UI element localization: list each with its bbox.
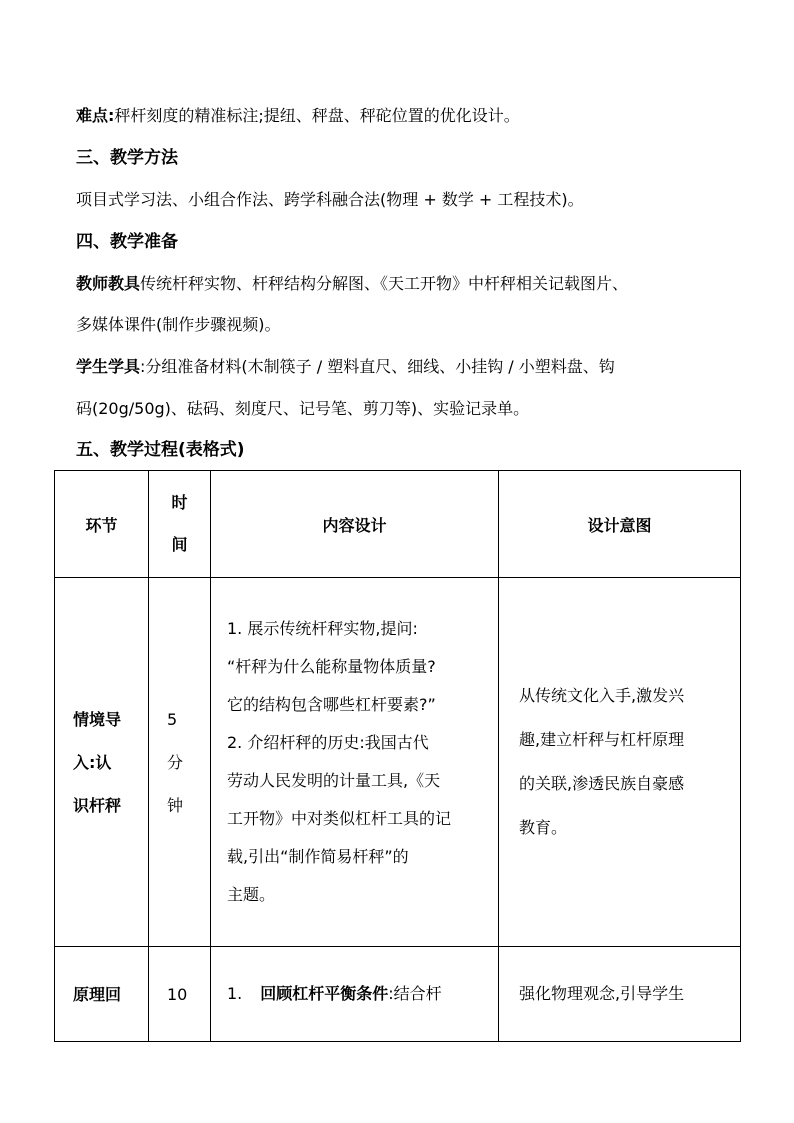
- row1-content-line: “杆秤为什么能称量物体质量?: [227, 657, 436, 676]
- student-tools-line1: [76, 355, 754, 379]
- teacher-tools-text-1: 传统杆秤实物、杆秤结构分解图、《天工开物》中杆秤相关记载图片、: [140, 274, 629, 293]
- header-content: 内容设计: [211, 471, 499, 578]
- student-tools-text-1: :分组准备材料(木制筷子 / 塑料直尺、细线、小挂钩 / 小塑料盘、钩: [140, 357, 615, 376]
- row1-intent: [499, 578, 741, 947]
- header-time-2: 间: [171, 535, 188, 554]
- section3-heading: 三、教学方法: [76, 148, 178, 168]
- header-time-1: 时: [171, 493, 188, 512]
- row1-intent-line: 教育。: [519, 818, 568, 837]
- row1-stage: [55, 578, 149, 947]
- row1-intent-line: 趣,建立杆秤与杠杆原理: [519, 730, 685, 749]
- row1-content-line: 工开物》中对类似杠杆工具的记: [227, 809, 452, 828]
- section5-heading: 五、教学过程(表格式): [76, 440, 245, 460]
- row1-content-line: 1. 展示传统杆秤实物,提问:: [227, 619, 418, 638]
- table-row: [55, 578, 741, 947]
- row1-stage-line: 识杆秤: [73, 795, 122, 815]
- teacher-tools-line1: [76, 272, 754, 296]
- teacher-tools-label: 教师教具: [76, 274, 141, 293]
- table-header-row: [55, 471, 741, 578]
- student-tools-label: 学生学具: [76, 357, 141, 376]
- section4-heading: 四、教学准备: [76, 232, 178, 252]
- row2-content-rest: :结合杆: [388, 984, 442, 1003]
- row2-content: [211, 947, 499, 1042]
- header-time: [149, 471, 211, 578]
- table-row: [55, 947, 741, 1042]
- row1-content-line: 2. 介绍杆秤的历史:我国古代: [227, 733, 429, 752]
- row2-time: 10: [149, 947, 211, 1042]
- row1-time-line: 分: [167, 752, 184, 772]
- row1-stage-line: 情境导: [73, 709, 122, 729]
- row2-stage: 原理回: [55, 947, 149, 1042]
- row1-intent-line: 从传统文化入手,激发兴: [519, 686, 685, 705]
- row1-stage-line: 入:认: [73, 752, 112, 772]
- row1-content-line: 它的结构包含哪些杠杆要素?”: [227, 695, 436, 714]
- row1-time-line: 5: [167, 709, 178, 729]
- student-tools-text-2: 码(20g/50g)、砝码、刻度尺、记号笔、剪刀等)、实验记录单。: [76, 399, 530, 418]
- section3-text: 项目式学习法、小组合作法、跨学科融合法(物理 + 数学 + 工程技术)。: [76, 190, 584, 209]
- header-stage: 环节: [55, 471, 149, 578]
- row2-content-bold: 回顾杠杆平衡条件: [260, 984, 389, 1003]
- row1-time: [149, 578, 211, 947]
- row1-content-line: 主题。: [227, 885, 276, 904]
- row2-intent: 强化物理观念,引导学生: [499, 947, 741, 1042]
- row1-time-line: 钟: [167, 795, 184, 815]
- row1-content-line: 载,引出“制作简易杆秤”的: [227, 847, 409, 866]
- teaching-process-table: [54, 470, 741, 1042]
- difficulty-text: 秤杆刻度的精准标注;提纽、秤盘、秤砣位置的优化设计。: [114, 106, 520, 125]
- difficulty-paragraph: [76, 104, 754, 128]
- row1-content: [211, 578, 499, 947]
- row1-intent-line: 的关联,渗透民族自豪感: [519, 774, 685, 793]
- header-intent: 设计意图: [499, 471, 741, 578]
- teacher-tools-text-2: 多媒体课件(制作步骤视频)。: [76, 315, 281, 334]
- difficulty-label: 难点:: [76, 106, 115, 125]
- row1-content-line: 劳动人民发明的计量工具,《天: [227, 771, 441, 790]
- row2-content-prefix: 1.: [227, 984, 243, 1003]
